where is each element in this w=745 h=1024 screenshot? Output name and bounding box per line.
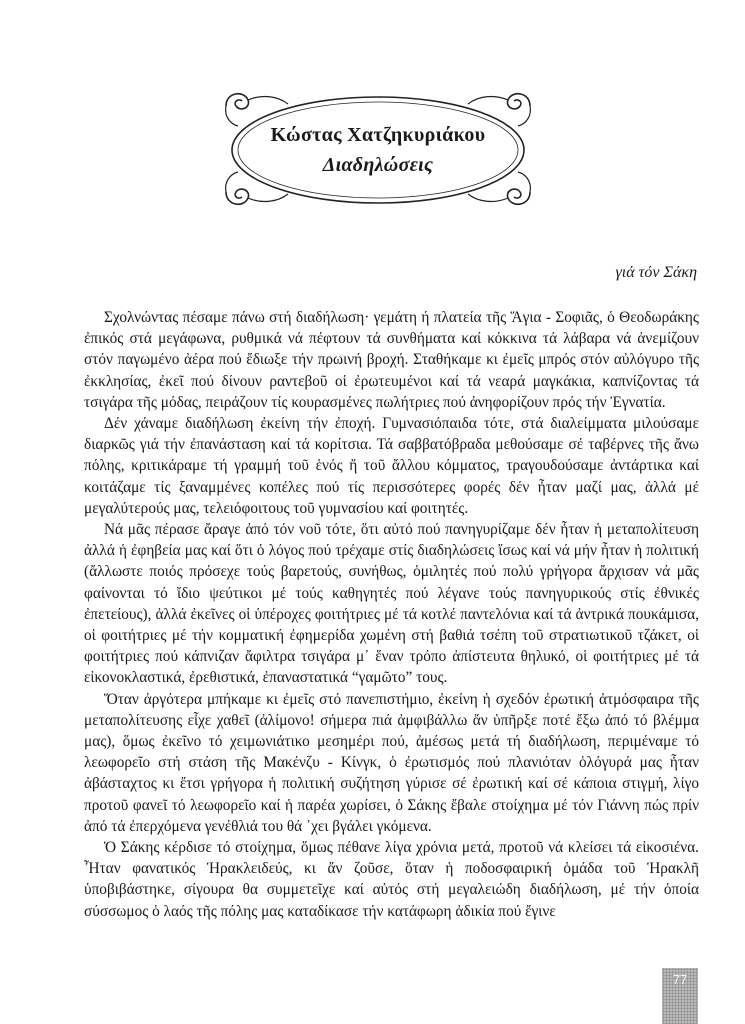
paragraph: Νά μᾶς πέρασε ἄραγε ἀπό τόν νοῦ τότε, ὅτι αὐτό πού πανηγυρίζαμε δέν ἦταν ἡ μεταπολίτευση ἀλλά ἡ ἐφηβεία μας καί ὅτι ὁ λόγος πού τρέχαμε στίς διαδηλώσεις ἴσως καί νά μήν ἦταν ἡ πολιτική (ἄλλωστε ποιός πρόσεχε τούς βαρετούς, συνήθως, ὁμιλητές πού πολύ γρήγορα ἄρχισαν νά μᾶς φαίνονται τό ἴδιο ψεύτικοι μέ τούς καθηγητές πού λέγανε τούς πανηγυρικούς στίς ἐθνικές ἐπετείους), ἀλλά ἐκεῖνες οἱ ὑπέροχες φοιτήτριες μέ τά κοτλέ παντελόνια καί τά ἀντρικά πουκάμισα, οἱ φοιτήτριες μέ τήν κομματική ἐφημερίδα χωμένη στή βαθιά τσέπη τοῦ στρατιωτικοῦ τζάκετ, οἱ φοιτήτριες πού κάπνιζαν ἄφιλτρα τσιγάρα μ᾿ ἕναν τρόπο ἀπίστευτα θηλυκό, οἱ φοιτήτριες μέ τά εἰκονοκλαστικά, ἐρεθιστικά, ἐπαναστατικά “γαμῶτο” τους. bbox=[84, 521, 699, 687]
author-name: Κώστας Χατζηκυριάκου bbox=[270, 124, 486, 146]
page-number-block bbox=[662, 968, 698, 1024]
body-text bbox=[84, 307, 699, 922]
dedication: γιά τόν Σάκη bbox=[615, 264, 697, 281]
ornamental-frame bbox=[218, 84, 538, 214]
paragraph: Σχολνώντας πέσαμε πάνω στή διαδήλωση· γεμάτη ή πλατεία τῆς Ἅγια - Σοφιᾶς, ὁ Θεοδωράκης ἐπικός στά μεγάφωνα, ρυθμικά νά πέφτουν τά συνθήματα καί κόκκινα τά λάβαρα νά ἀνεμίζουν στόν παγωμένο ἀέρα πού ἔδιωξε τήν πρωινή βροχή. Σταθήκαμε κι ἐμεῖς μπρός στόν αὐλόγυρο τῆς ἐκκλησίας, ἐκεῖ πού δίνουν ραντεβοῦ οἱ ἐρωτευμένοι καί τά νεαρά μαγκάκια, καπνίζοντας τά τσιγάρα τῆς μόδας, πειράζουν τίς κουρασμένες πωλήτριες πού ἀνηφορίζουν πρός τήν Ἐγνατία. bbox=[84, 309, 699, 411]
paragraph: Ὅταν ἀργότερα μπήκαμε κι ἐμεῖς στό πανεπιστήμιο, ἐκείνη ἡ σχεδόν ἐρωτική ἀτμόσφαιρα τῆς μεταπολίτευσης εἶχε χαθεῖ (ἀλίμονο! σήμερα πιά ἀμφιβάλλω ἄν ὑπῆρξε ποτέ ἔξω ἀπό τό βλέμμα μας), ὅμως ἐκεῖνο τό χειμωνιάτικο μεσημέρι πού, ἀμέσως μετά τή διαδήλωση, περιμέναμε τό λεωφορεῖο στή στάση τῆς Μακένζυ - Κίνγκ, ὁ ἐρωτισμός πού πλανιόταν ὁλόγυρά μας ἦταν ἀβάσταχτος κι ἔτσι γρήγορα ἡ πολιτική συζήτηση γύρισε σέ ἐρωτική καί σέ κάποια στιγμή, λίγο προτοῦ φανεῖ τό λεωφορεῖο καί ἡ παρέα χωρίσει, ὁ Σάκης ἔβαλε στοίχημα μέ τόν Γιάννη πώς πρίν ἀπό τά ἐπερχόμενα γενέθλιά του θά ᾿χει βγάλει γκόμενα. bbox=[84, 690, 699, 835]
title-cartouche bbox=[218, 84, 538, 214]
page-number: 77 bbox=[672, 972, 688, 987]
work-title: Διαδηλώσεις bbox=[322, 154, 434, 176]
paragraph: Δέν χάναμε διαδήλωση ἐκείνη τήν ἐποχή. Γυμνασιόπαιδα τότε, στά διαλείμματα μιλούσαμε διαρκῶς γιά τήν ἐπανάσταση καί τά κορίτσια. Τά σαββατόβραδα μεθούσαμε σέ ταβέρνες τῆς ἄνω πόλης, κριτικάραμε τή γραμμή τοῦ ἑνός ἤ τοῦ ἄλλου κόμματος, τραγουδούσαμε ἀντάρτικα καί κοιτάζαμε τίς ξαναμμένες κοπέλες πού τίς περισσότερες φορές δέν ἦταν μαζί μας, ἀλλά μέ μεγαλύτερούς μας, τελειόφοιτους τοῦ γυμνασίου καί φοιτητές. bbox=[84, 415, 699, 517]
paragraph: Ὁ Σάκης κέρδισε τό στοίχημα, ὅμως πέθανε λίγα χρόνια μετά, προτοῦ νά κλείσει τά εἰκοσιένα. Ἦταν φανατικός Ἡρακλειδεύς, κι ἄν ζοῦσε, ὅταν ἡ ποδοσφαιρική ὁμάδα τοῦ Ἡρακλῆ ὑποβιβάστηκε, σίγουρα θα συμμετεῖχε καί αὐτός στή μεγαλειώδη διαδήλωση, μέ τήν ὁποία σύσσωμος ὁ λαός τῆς πόλης μας καταδίκασε τήν κατάφωρη ἀδικία πού ἔγινε bbox=[84, 839, 699, 920]
